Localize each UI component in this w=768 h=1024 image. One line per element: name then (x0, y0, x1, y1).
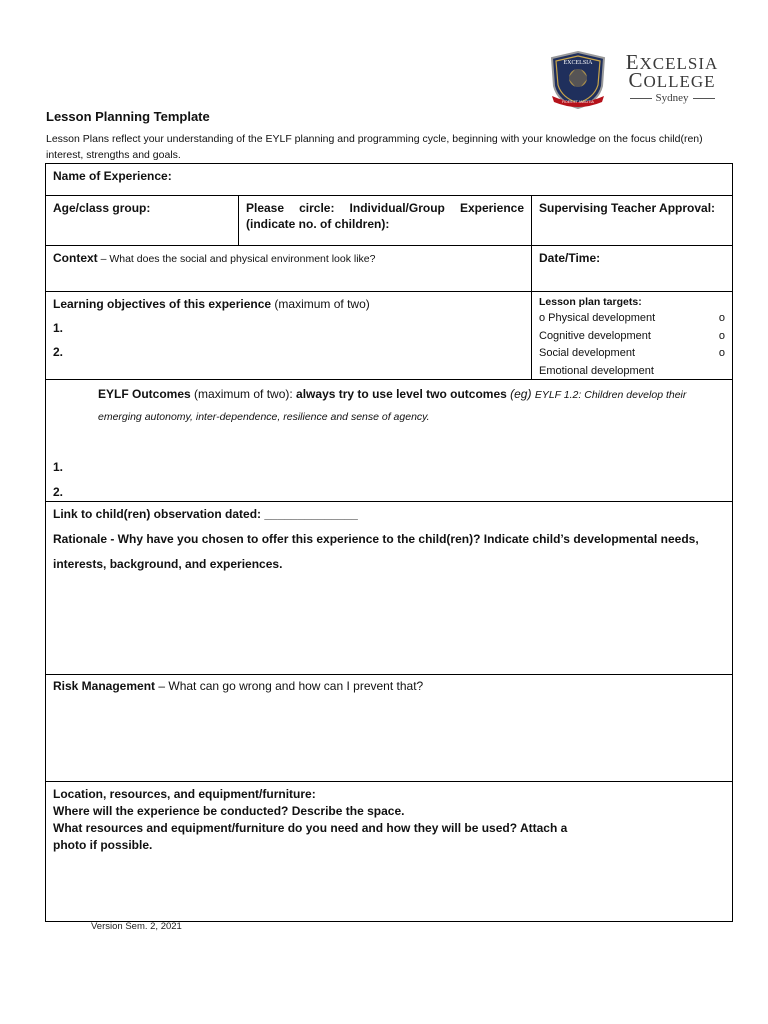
learning-objectives-field[interactable]: Learning objectives of this experience (maximum of two) 1. 2. (45, 291, 532, 380)
age-group-field[interactable]: Age/class group: (45, 195, 239, 246)
target-emotional[interactable]: Emotional development (539, 364, 654, 377)
name-of-experience-field[interactable]: Name of Experience: (45, 163, 733, 196)
crest-banner-text: FIDES ET AMICITIA (562, 100, 594, 104)
brand-sub: Sydney (655, 92, 689, 104)
crest-text: EXCELSIA (563, 60, 593, 66)
risk-management-field[interactable]: Risk Management – What can go wrong and how can I prevent that? (45, 674, 733, 782)
target-social[interactable]: Social development o (539, 347, 725, 359)
page-title: Lesson Planning Template (46, 109, 210, 124)
rationale-field[interactable]: Link to child(ren) observation dated: ______________ Rationale - Why have you chosen to offer this experience to the child(ren)? Indicate child’s developmental needs, interests, background, and experiences. (45, 501, 733, 675)
college-logo (546, 48, 726, 112)
context-field[interactable]: Context – What does the social and physical environment look like? (45, 245, 532, 292)
location-resources-field[interactable]: Location, resources, and equipment/furniture: Where will the experience be conducted? Describe the space. What resources and equipment/furniture do you need and how they will be used? Attach a photo if possible. (45, 781, 733, 922)
intro-text: Lesson Plans reflect your understanding of the EYLF planning and programming cycle, beginning with your knowledge on the focus child(ren) interest, strengths and goals. (46, 133, 703, 161)
target-physical[interactable]: o Physical development o (539, 312, 725, 324)
brand-wordmark: EXCELSIA COLLEGE Sydney (625, 50, 719, 104)
objective-number-1: 1. (53, 321, 64, 335)
lesson-plan-targets: Lesson plan targets: o Physical development o Cognitive development o Social development o Emotional development (531, 291, 733, 380)
eylf-number-1: 1. (53, 460, 64, 474)
crest-icon (546, 48, 610, 112)
eylf-number-2: 2. (53, 485, 64, 499)
experience-type-field[interactable]: Please circle: Individual/Group Experience (indicate no. of children): (238, 195, 532, 246)
objective-number-2: 2. (53, 345, 64, 359)
target-cognitive[interactable]: Cognitive development o (539, 329, 725, 342)
date-time-field[interactable]: Date/Time: (531, 245, 733, 292)
version-footer: Version Sem. 2, 2021 (91, 921, 182, 932)
supervising-teacher-field[interactable]: Supervising Teacher Approval: (531, 195, 733, 246)
eylf-outcomes-field[interactable]: EYLF Outcomes (maximum of two): always try to use level two outcomes (eg) EYLF 1.2: Children develop their emerging autonomy, inter-dependence, resilience and sense of agency. 1. 2. (45, 379, 733, 502)
